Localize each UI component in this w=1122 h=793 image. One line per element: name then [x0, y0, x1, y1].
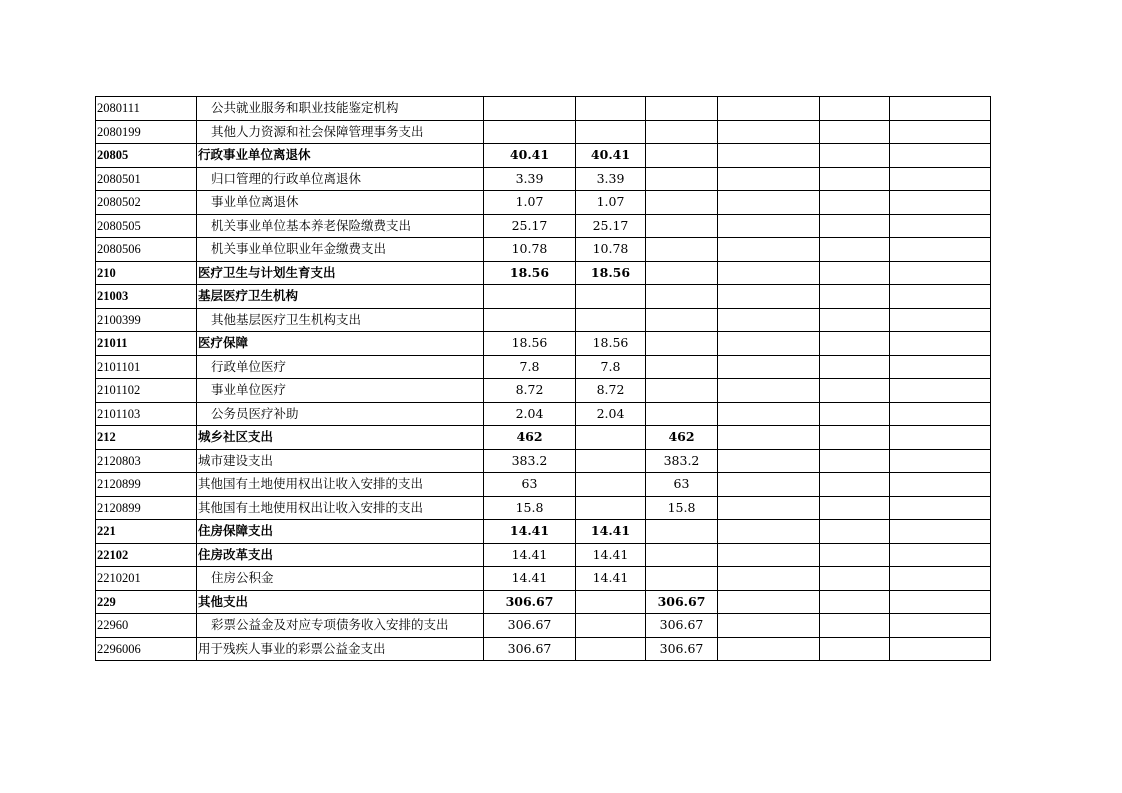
- amount-cell: [890, 379, 991, 403]
- amount-cell: [820, 426, 890, 450]
- amount-cell: [646, 238, 718, 262]
- row-code-cell: 2080506: [96, 238, 197, 262]
- table-row: [96, 402, 991, 426]
- amount-cell: [890, 590, 991, 614]
- amount-cell: [576, 637, 646, 661]
- table-row: [96, 308, 991, 332]
- amount-cell: [576, 97, 646, 121]
- amount-cell: [718, 614, 820, 638]
- amount-cell: 7.8: [576, 355, 646, 379]
- row-name-cell: 归口管理的行政单位离退休: [197, 167, 484, 191]
- table-row: [96, 120, 991, 144]
- amount-cell: [718, 567, 820, 591]
- row-code-cell: 22102: [96, 543, 197, 567]
- amount-cell: 40.41: [484, 144, 576, 168]
- amount-cell: 63: [646, 473, 718, 497]
- table-row: [96, 332, 991, 356]
- amount-cell: [576, 590, 646, 614]
- row-name-cell: 公共就业服务和职业技能鉴定机构: [197, 97, 484, 121]
- amount-cell: [890, 567, 991, 591]
- amount-cell: [718, 191, 820, 215]
- amount-cell: [646, 261, 718, 285]
- amount-cell: 383.2: [484, 449, 576, 473]
- amount-cell: [890, 637, 991, 661]
- amount-cell: [820, 355, 890, 379]
- amount-cell: [646, 97, 718, 121]
- row-name-cell: 城市建设支出: [197, 449, 484, 473]
- row-code-cell: 2100399: [96, 308, 197, 332]
- row-name-cell: 其他国有土地使用权出让收入安排的支出: [197, 496, 484, 520]
- row-code-cell: 2080505: [96, 214, 197, 238]
- amount-cell: [890, 97, 991, 121]
- amount-cell: [820, 614, 890, 638]
- table-row: [96, 543, 991, 567]
- table-body: [96, 97, 991, 661]
- table-row: [96, 355, 991, 379]
- row-name-cell: 用于残疾人事业的彩票公益金支出: [197, 637, 484, 661]
- amount-cell: [820, 449, 890, 473]
- amount-cell: [820, 261, 890, 285]
- table-row: [96, 614, 991, 638]
- amount-cell: [820, 238, 890, 262]
- row-name-cell: 住房保障支出: [197, 520, 484, 544]
- amount-cell: [484, 308, 576, 332]
- row-name-cell: 医疗卫生与计划生育支出: [197, 261, 484, 285]
- amount-cell: 14.41: [484, 520, 576, 544]
- amount-cell: [718, 496, 820, 520]
- amount-cell: [718, 520, 820, 544]
- row-code-cell: 2120899: [96, 473, 197, 497]
- amount-cell: [718, 543, 820, 567]
- row-name-cell: 其他基层医疗卫生机构支出: [197, 308, 484, 332]
- amount-cell: [576, 614, 646, 638]
- amount-cell: [890, 402, 991, 426]
- amount-cell: [890, 426, 991, 450]
- amount-cell: [718, 637, 820, 661]
- row-code-cell: 21011: [96, 332, 197, 356]
- row-name-cell: 住房改革支出: [197, 543, 484, 567]
- row-code-cell: 21003: [96, 285, 197, 309]
- table-row: [96, 473, 991, 497]
- amount-cell: [890, 120, 991, 144]
- amount-cell: 3.39: [576, 167, 646, 191]
- row-name-cell: 行政单位医疗: [197, 355, 484, 379]
- table-row: [96, 496, 991, 520]
- row-code-cell: 2080111: [96, 97, 197, 121]
- amount-cell: [646, 567, 718, 591]
- row-code-cell: 2120803: [96, 449, 197, 473]
- amount-cell: [646, 214, 718, 238]
- amount-cell: 306.67: [646, 614, 718, 638]
- table-row: [96, 637, 991, 661]
- row-code-cell: 2120899: [96, 496, 197, 520]
- amount-cell: [576, 285, 646, 309]
- table-row: [96, 567, 991, 591]
- amount-cell: [646, 144, 718, 168]
- amount-cell: 1.07: [484, 191, 576, 215]
- amount-cell: 3.39: [484, 167, 576, 191]
- amount-cell: 15.8: [646, 496, 718, 520]
- amount-cell: 63: [484, 473, 576, 497]
- row-name-cell: 机关事业单位职业年金缴费支出: [197, 238, 484, 262]
- row-code-cell: 221: [96, 520, 197, 544]
- row-name-cell: 机关事业单位基本养老保险缴费支出: [197, 214, 484, 238]
- amount-cell: 306.67: [484, 637, 576, 661]
- amount-cell: [646, 191, 718, 215]
- amount-cell: [484, 285, 576, 309]
- amount-cell: [820, 637, 890, 661]
- amount-cell: [890, 355, 991, 379]
- amount-cell: 18.56: [484, 261, 576, 285]
- amount-cell: [646, 285, 718, 309]
- amount-cell: [646, 167, 718, 191]
- amount-cell: [820, 308, 890, 332]
- amount-cell: [646, 520, 718, 544]
- row-code-cell: 2080501: [96, 167, 197, 191]
- amount-cell: [718, 449, 820, 473]
- amount-cell: 14.41: [576, 567, 646, 591]
- amount-cell: [890, 191, 991, 215]
- amount-cell: 18.56: [576, 332, 646, 356]
- amount-cell: [890, 332, 991, 356]
- row-code-cell: 229: [96, 590, 197, 614]
- row-code-cell: 2101103: [96, 402, 197, 426]
- table-row: [96, 590, 991, 614]
- amount-cell: [718, 426, 820, 450]
- row-code-cell: 2101102: [96, 379, 197, 403]
- table-row: [96, 285, 991, 309]
- amount-cell: 15.8: [484, 496, 576, 520]
- amount-cell: [820, 473, 890, 497]
- amount-cell: [820, 191, 890, 215]
- amount-cell: 40.41: [576, 144, 646, 168]
- row-code-cell: 2210201: [96, 567, 197, 591]
- amount-cell: [820, 520, 890, 544]
- amount-cell: [820, 567, 890, 591]
- amount-cell: [890, 449, 991, 473]
- amount-cell: [890, 308, 991, 332]
- amount-cell: [718, 285, 820, 309]
- amount-cell: [718, 473, 820, 497]
- row-code-cell: 210: [96, 261, 197, 285]
- amount-cell: [718, 402, 820, 426]
- amount-cell: 306.67: [484, 614, 576, 638]
- amount-cell: [718, 167, 820, 191]
- row-name-cell: 事业单位离退休: [197, 191, 484, 215]
- amount-cell: [646, 402, 718, 426]
- budget-table: [95, 96, 991, 661]
- amount-cell: 18.56: [576, 261, 646, 285]
- table-row: [96, 191, 991, 215]
- amount-cell: 25.17: [576, 214, 646, 238]
- row-name-cell: 基层医疗卫生机构: [197, 285, 484, 309]
- row-name-cell: 行政事业单位离退休: [197, 144, 484, 168]
- table-row: [96, 426, 991, 450]
- table-row: [96, 520, 991, 544]
- amount-cell: [890, 543, 991, 567]
- amount-cell: [890, 496, 991, 520]
- amount-cell: 383.2: [646, 449, 718, 473]
- amount-cell: [718, 238, 820, 262]
- table-row: [96, 261, 991, 285]
- amount-cell: [576, 426, 646, 450]
- amount-cell: [820, 285, 890, 309]
- row-code-cell: 2080199: [96, 120, 197, 144]
- amount-cell: 2.04: [576, 402, 646, 426]
- amount-cell: [484, 120, 576, 144]
- amount-cell: [820, 590, 890, 614]
- row-code-cell: 2080502: [96, 191, 197, 215]
- row-name-cell: 彩票公益金及对应专项债务收入安排的支出: [197, 614, 484, 638]
- amount-cell: 14.41: [484, 543, 576, 567]
- amount-cell: 306.67: [646, 590, 718, 614]
- amount-cell: [646, 543, 718, 567]
- amount-cell: [718, 97, 820, 121]
- amount-cell: [646, 379, 718, 403]
- table-row: [96, 214, 991, 238]
- amount-cell: 462: [646, 426, 718, 450]
- amount-cell: 18.56: [484, 332, 576, 356]
- amount-cell: 7.8: [484, 355, 576, 379]
- row-code-cell: 2296006: [96, 637, 197, 661]
- amount-cell: [820, 214, 890, 238]
- amount-cell: [718, 332, 820, 356]
- amount-cell: [820, 496, 890, 520]
- amount-cell: [890, 285, 991, 309]
- amount-cell: [820, 97, 890, 121]
- row-code-cell: 2101101: [96, 355, 197, 379]
- amount-cell: 1.07: [576, 191, 646, 215]
- amount-cell: [718, 355, 820, 379]
- row-name-cell: 城乡社区支出: [197, 426, 484, 450]
- table-row: [96, 144, 991, 168]
- table-row: [96, 167, 991, 191]
- amount-cell: [890, 167, 991, 191]
- amount-cell: 306.67: [484, 590, 576, 614]
- amount-cell: 462: [484, 426, 576, 450]
- amount-cell: 14.41: [484, 567, 576, 591]
- amount-cell: [576, 120, 646, 144]
- amount-cell: [820, 402, 890, 426]
- amount-cell: [646, 308, 718, 332]
- amount-cell: [890, 261, 991, 285]
- table-row: [96, 238, 991, 262]
- amount-cell: [718, 120, 820, 144]
- amount-cell: [646, 120, 718, 144]
- amount-cell: [820, 379, 890, 403]
- row-name-cell: 事业单位医疗: [197, 379, 484, 403]
- row-code-cell: 20805: [96, 144, 197, 168]
- amount-cell: [718, 214, 820, 238]
- amount-cell: [820, 144, 890, 168]
- amount-cell: [890, 520, 991, 544]
- amount-cell: 306.67: [646, 637, 718, 661]
- amount-cell: 10.78: [576, 238, 646, 262]
- amount-cell: 10.78: [484, 238, 576, 262]
- row-name-cell: 其他人力资源和社会保障管理事务支出: [197, 120, 484, 144]
- table-row: [96, 449, 991, 473]
- amount-cell: [576, 496, 646, 520]
- amount-cell: 14.41: [576, 520, 646, 544]
- amount-cell: [718, 261, 820, 285]
- row-name-cell: 医疗保障: [197, 332, 484, 356]
- amount-cell: [890, 144, 991, 168]
- amount-cell: [718, 379, 820, 403]
- amount-cell: [576, 308, 646, 332]
- row-code-cell: 212: [96, 426, 197, 450]
- row-name-cell: 住房公积金: [197, 567, 484, 591]
- table-row: [96, 379, 991, 403]
- amount-cell: 14.41: [576, 543, 646, 567]
- amount-cell: 8.72: [576, 379, 646, 403]
- amount-cell: 25.17: [484, 214, 576, 238]
- amount-cell: [718, 308, 820, 332]
- amount-cell: [890, 473, 991, 497]
- amount-cell: [890, 614, 991, 638]
- amount-cell: [718, 590, 820, 614]
- row-name-cell: 其他支出: [197, 590, 484, 614]
- amount-cell: 8.72: [484, 379, 576, 403]
- amount-cell: [576, 473, 646, 497]
- amount-cell: [820, 332, 890, 356]
- amount-cell: [646, 332, 718, 356]
- row-name-cell: 其他国有土地使用权出让收入安排的支出: [197, 473, 484, 497]
- amount-cell: [820, 543, 890, 567]
- amount-cell: [890, 238, 991, 262]
- amount-cell: [484, 97, 576, 121]
- amount-cell: [820, 167, 890, 191]
- amount-cell: [646, 355, 718, 379]
- row-code-cell: 22960: [96, 614, 197, 638]
- table-row: [96, 97, 991, 121]
- row-name-cell: 公务员医疗补助: [197, 402, 484, 426]
- amount-cell: 2.04: [484, 402, 576, 426]
- amount-cell: [718, 144, 820, 168]
- amount-cell: [820, 120, 890, 144]
- amount-cell: [576, 449, 646, 473]
- amount-cell: [890, 214, 991, 238]
